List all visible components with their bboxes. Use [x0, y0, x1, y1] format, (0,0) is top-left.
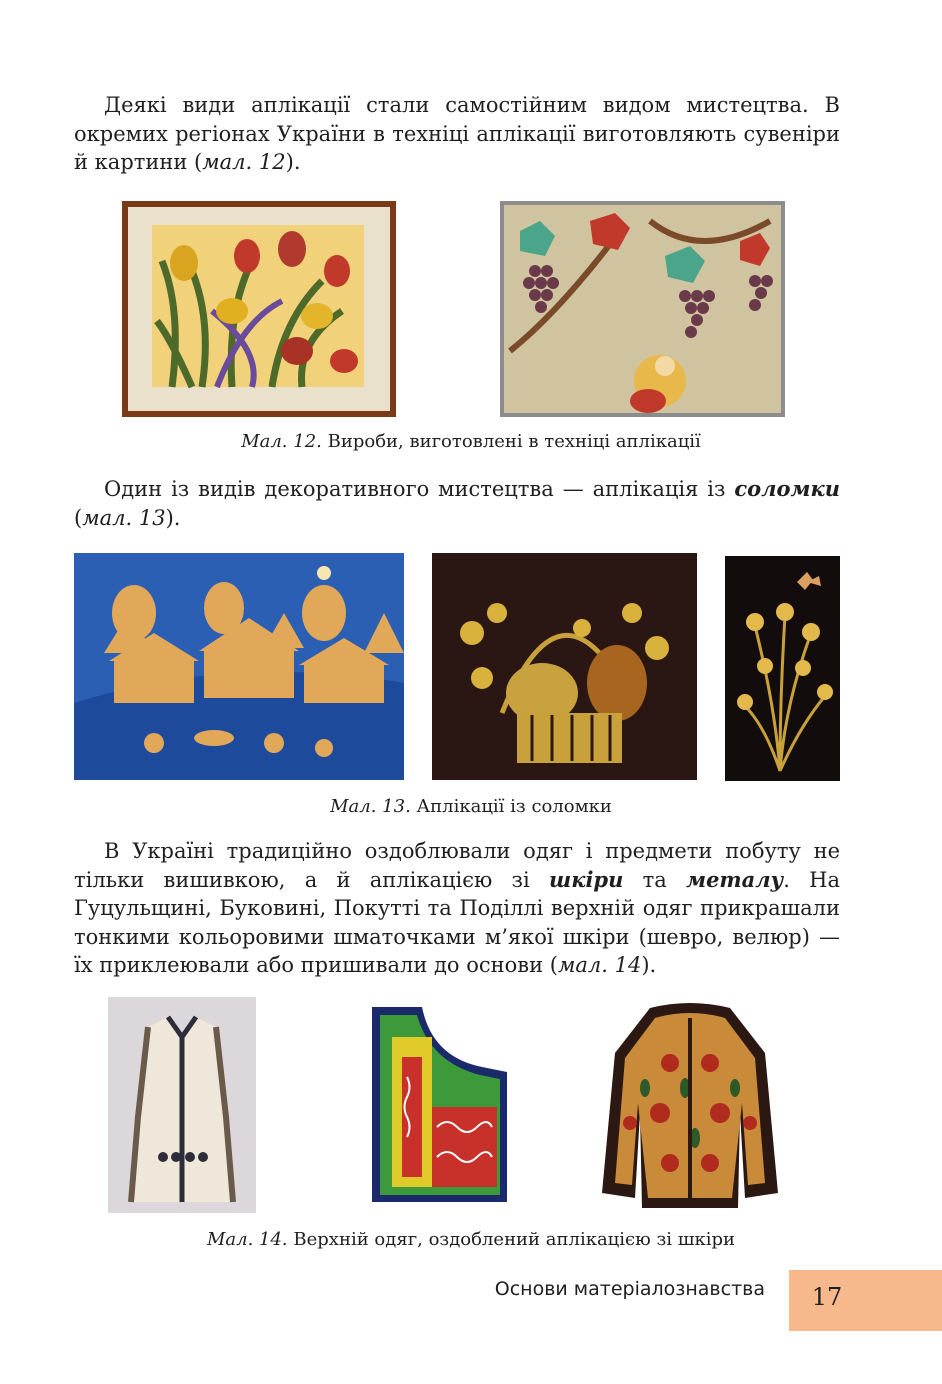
page-number-box [789, 1270, 942, 1331]
figure-13-caption [0, 796, 942, 818]
caption-label: Мал. 12. [241, 431, 322, 452]
term-metal: металу [686, 866, 784, 892]
paragraph-3-conj: та [623, 867, 687, 892]
paragraph-2-end: ). [165, 505, 181, 530]
figure-reference: мал. 12 [202, 150, 286, 174]
caption-text: Аплікації із соломки [416, 796, 612, 817]
flowers-straw [725, 556, 840, 781]
figure-reference: мал. 14 [557, 953, 642, 977]
paragraph-1-end: ). [285, 150, 301, 174]
caption-label: Мал. 14. [206, 1229, 288, 1250]
paragraph-1-text: Деякі види аплікації стали самостійним видом мистецтва. В окремих регіонах України в техніці аплікації виготовляють сувеніри й картини ( [74, 93, 840, 174]
figure-reference: мал. 13 [82, 505, 166, 530]
tulips-picture [122, 201, 396, 417]
figure-12-caption [0, 431, 942, 453]
white-sheepskin-vest [108, 997, 256, 1213]
winter-village-straw [74, 553, 404, 780]
term-straw: соломки [734, 476, 840, 501]
paragraph-3-text: В Україні традиційно оздоблювали одяг і предмети побуту не тільки вишивкою, а й аплікацією зі [74, 839, 840, 892]
fruit-basket-straw [432, 553, 697, 780]
paragraph-2-text: Один із видів декоративного мистецтва — аплікація із [104, 477, 735, 501]
paragraph-2-mid: ( [74, 505, 83, 530]
paragraph-1 [74, 91, 840, 177]
caption-text: Верхній одяг, оздоблений аплікацією зі шкіри [293, 1229, 736, 1250]
grapes-applique [500, 201, 785, 417]
decorated-jacket [600, 993, 780, 1215]
term-leather: шкіри [549, 866, 624, 892]
page-number: 17 [811, 1283, 843, 1311]
paragraph-3-cont: . На Гуцульщині, Буковині, Покутті та Поділлі верхній одяг прикрашали тонкими кольоровими шматочками м’якої шкіри (шевро, велюр) — їх приклеювали або пришивали до основи ( [74, 867, 840, 977]
embroidered-vest [362, 997, 517, 1213]
paragraph-2 [74, 475, 840, 532]
section-title: Основи матеріалознавства [494, 1278, 765, 1300]
caption-label: Мал. 13. [330, 796, 411, 817]
figure-14-caption [0, 1229, 942, 1251]
paragraph-3-end: ). [641, 953, 657, 977]
caption-text: Вироби, виготовлені в техніці аплікації [327, 431, 701, 452]
paragraph-3 [74, 837, 840, 980]
